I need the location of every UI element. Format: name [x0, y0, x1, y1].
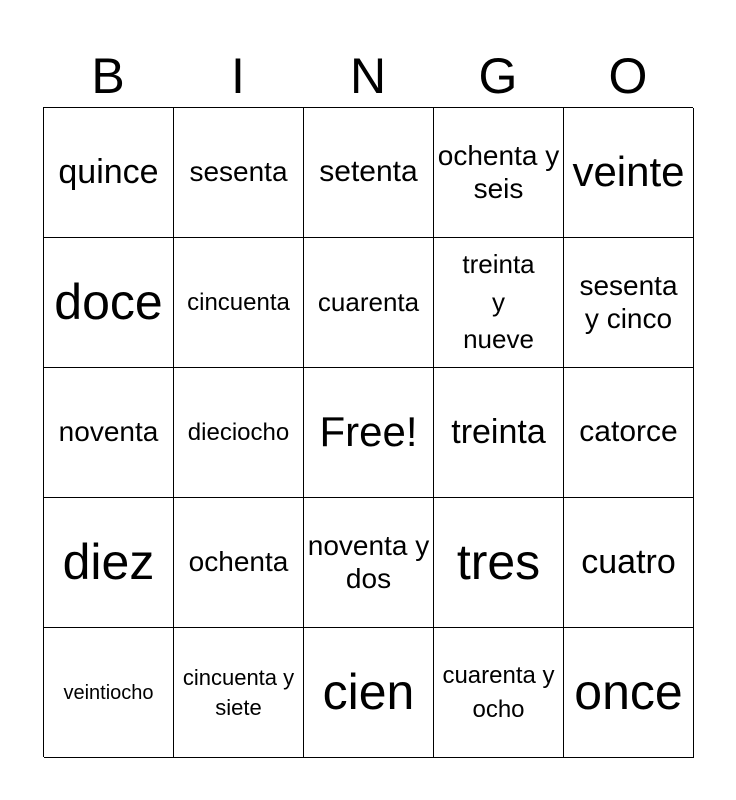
bingo-cell-r3c4[interactable]	[434, 368, 564, 498]
header-letter-o: O	[608, 48, 648, 104]
cell-text: cien	[322, 664, 415, 720]
cell-text: cuatro	[581, 542, 676, 581]
cell-text: noventa y dos	[307, 530, 430, 594]
bingo-cell-r5c5[interactable]	[564, 628, 694, 758]
bingo-cell-r2c1[interactable]	[44, 238, 174, 368]
bingo-header	[43, 46, 693, 106]
bingo-cell-r1c3[interactable]	[304, 108, 434, 238]
cell-text: sesenta	[189, 156, 288, 188]
cell-text: dieciocho	[187, 418, 290, 446]
bingo-cell-r4c1[interactable]	[44, 498, 174, 628]
bingo-cell-r2c4[interactable]	[434, 238, 564, 368]
cell-text: cuarenta y ocho	[442, 661, 555, 723]
cell-text: diez	[62, 534, 155, 590]
bingo-cell-r5c4[interactable]	[434, 628, 564, 758]
header-letter-i: I	[231, 48, 245, 104]
header-letter-b: B	[91, 48, 125, 104]
cell-text: once	[574, 664, 683, 720]
bingo-cell-r4c4[interactable]	[434, 498, 564, 628]
cell-text: quince	[58, 152, 159, 191]
cell-text: cincuenta y siete	[182, 664, 295, 720]
cell-text: ochenta y seis	[437, 140, 560, 204]
bingo-cell-r5c3[interactable]	[304, 628, 434, 758]
cell-text: cuarenta	[317, 286, 420, 317]
bingo-cell-r3c1[interactable]	[44, 368, 174, 498]
bingo-cell-r4c2[interactable]	[174, 498, 304, 628]
cell-text: veinte	[572, 148, 685, 196]
bingo-cell-r1c2[interactable]	[174, 108, 304, 238]
bingo-cell-r2c2[interactable]	[174, 238, 304, 368]
bingo-cell-r3c2[interactable]	[174, 368, 304, 498]
cell-text: doce	[54, 274, 163, 330]
bingo-cell-r5c2[interactable]	[174, 628, 304, 758]
header-letter-n: N	[349, 48, 387, 104]
cell-text: Free!	[319, 408, 418, 456]
cell-text: tres	[456, 534, 541, 590]
cell-text: veintiocho	[63, 681, 154, 704]
cell-text: catorce	[579, 415, 678, 449]
bingo-card-grid	[43, 107, 693, 757]
bingo-cell-r3c3[interactable]	[304, 368, 434, 498]
cell-text: setenta	[319, 155, 418, 189]
bingo-cell-r1c4[interactable]	[434, 108, 564, 238]
cell-text: ochenta	[188, 546, 289, 578]
cell-text: cincuenta	[187, 288, 290, 316]
cell-text: treinta	[451, 412, 546, 451]
bingo-cell-r3c5[interactable]	[564, 368, 694, 498]
cell-text: treinta y nueve	[462, 248, 535, 355]
bingo-cell-r5c1[interactable]	[44, 628, 174, 758]
bingo-cell-r4c5[interactable]	[564, 498, 694, 628]
cell-text: noventa	[58, 416, 159, 448]
bingo-cell-r2c5[interactable]	[564, 238, 694, 368]
bingo-cell-r1c1[interactable]	[44, 108, 174, 238]
bingo-cell-r4c3[interactable]	[304, 498, 434, 628]
bingo-cell-r1c5[interactable]	[564, 108, 694, 238]
header-letter-g: G	[478, 48, 518, 104]
bingo-cell-r2c3[interactable]	[304, 238, 434, 368]
cell-text: sesenta y cinco	[579, 270, 678, 334]
